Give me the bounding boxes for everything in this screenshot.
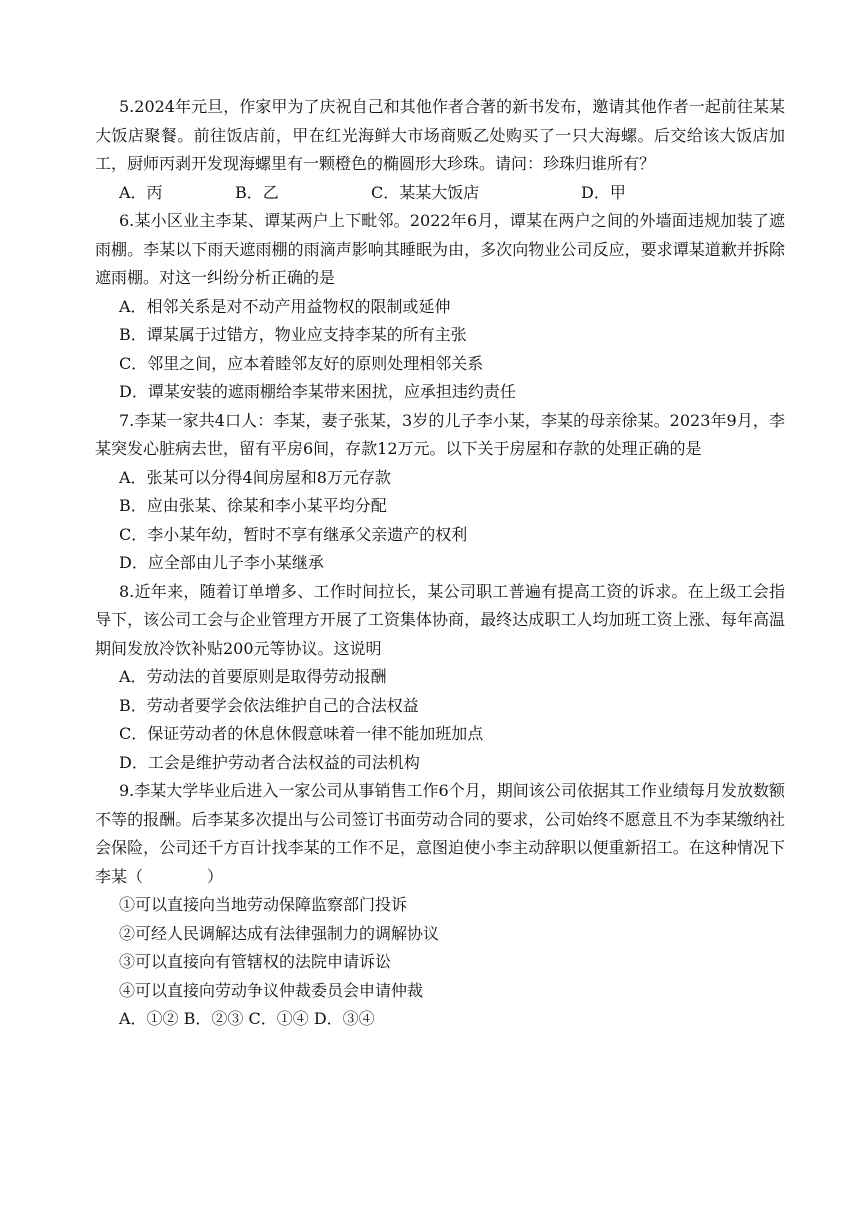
- question-9-options: A．①② B．②③ C．①④ D．③④: [119, 1009, 375, 1028]
- question-6-option-a: A．相邻关系是对不动产用益物权的限制或延伸: [119, 296, 451, 316]
- question-6-option-c: C．邻里之间，应本着睦邻友好的原则处理相邻关系: [119, 353, 484, 373]
- question-8-option-b: B．劳动者要学会依法维护自己的合法权益: [119, 695, 419, 715]
- question-7-stem: 7.李某一家共4口人：李某，妻子张某，3岁的儿子李小某，李某的母亲徐某。2023年9月，李某突发心脏病去世，留有平房6间，存款12万元。以下关于房屋和存款的处理正确的是: [95, 410, 785, 458]
- question-9-stem-close: ）: [207, 866, 224, 886]
- question-5-option-b: B．乙: [235, 182, 279, 202]
- question-8-option-d: D．工会是维护劳动者合法权益的司法机构: [119, 752, 420, 772]
- question-5-option-c: C．某某大饭店: [371, 182, 480, 202]
- question-9-item-4: ④可以直接向劳动争议仲裁委员会申请仲裁: [119, 980, 424, 1000]
- question-8-option-c: C．保证劳动者的休息休假意味着一律不能加班加点: [119, 724, 484, 743]
- question-6-option-d: D．谭某安装的遮雨棚给李某带来困扰，应承担违约责任: [119, 382, 516, 401]
- question-5-option-a: A．丙: [119, 182, 163, 202]
- question-6-stem: 6.某小区业主李某、谭某两户上下毗邻。2022年6月，谭某在两户之间的外墙面违规加装了遮雨棚。李某以下雨天遮雨棚的雨滴声影响其睡眠为由，多次向物业公司反应，要求谭某道歉并拆除遮雨棚。对这一纠纷分析正确的是: [95, 211, 785, 287]
- question-5-stem: 5.2024年元旦，作家甲为了庆祝自己和其他作者合著的新书发布，邀请其他作者一起前往某某大饭店聚餐。前往饭店前，甲在红光海鲜大市场商贩乙处购买了一只大海螺。后交给该大饭店加工，厨师丙剥开发现海螺里有一颗橙色的椭圆形大珍珠。请问：珍珠归谁所有？: [95, 97, 785, 173]
- question-5-option-d: D．甲: [581, 182, 626, 202]
- question-7-option-c: C．李小某年幼，暂时不享有继承父亲遗产的权利: [119, 524, 468, 544]
- question-9-stem-text: 9.李某大学毕业后进入一家公司从事销售工作6个月，期间该公司依据其工作业绩每月发放数额不等的报酬。后李某多次提出与公司签订书面劳动合同的要求，公司始终不愿意且不为李某缴纳社会保险，公司还千方百计找李某的工作不足，意图迫使小李主动辞职以便重新招工。在这种情况下李某（: [95, 781, 785, 886]
- question-9-stem: [95, 777, 785, 891]
- question-9-item-3: ③可以直接向有管辖权的法院申请诉讼: [119, 952, 392, 971]
- question-9-item-1: ①可以直接向当地劳动保障监察部门投诉: [119, 895, 408, 914]
- question-7-option-b: B．应由张某、徐某和李小某平均分配: [119, 496, 387, 515]
- question-8-option-a: A．劳动法的首要原则是取得劳动报酬: [119, 667, 387, 686]
- exam-page: [95, 93, 785, 1034]
- question-6-option-b: B．谭某属于过错方，物业应支持李某的所有主张: [119, 325, 467, 344]
- question-7-option-d: D．应全部由儿子李小某继承: [119, 553, 324, 572]
- question-9-item-2: ②可经人民调解达成有法律强制力的调解协议: [119, 923, 440, 943]
- question-7-option-a: A．张某可以分得4间房屋和8万元存款: [119, 467, 391, 487]
- question-5-options: [95, 179, 785, 208]
- question-8-stem: 8.近年来，随着订单增多、工作时间拉长，某公司职工普遍有提高工资的诉求。在上级工会指导下，该公司工会与企业管理方开展了工资集体协商，最终达成职工人均加班工资上涨、每年高温期间发放冷饮补贴200元等协议。这说明: [95, 581, 785, 658]
